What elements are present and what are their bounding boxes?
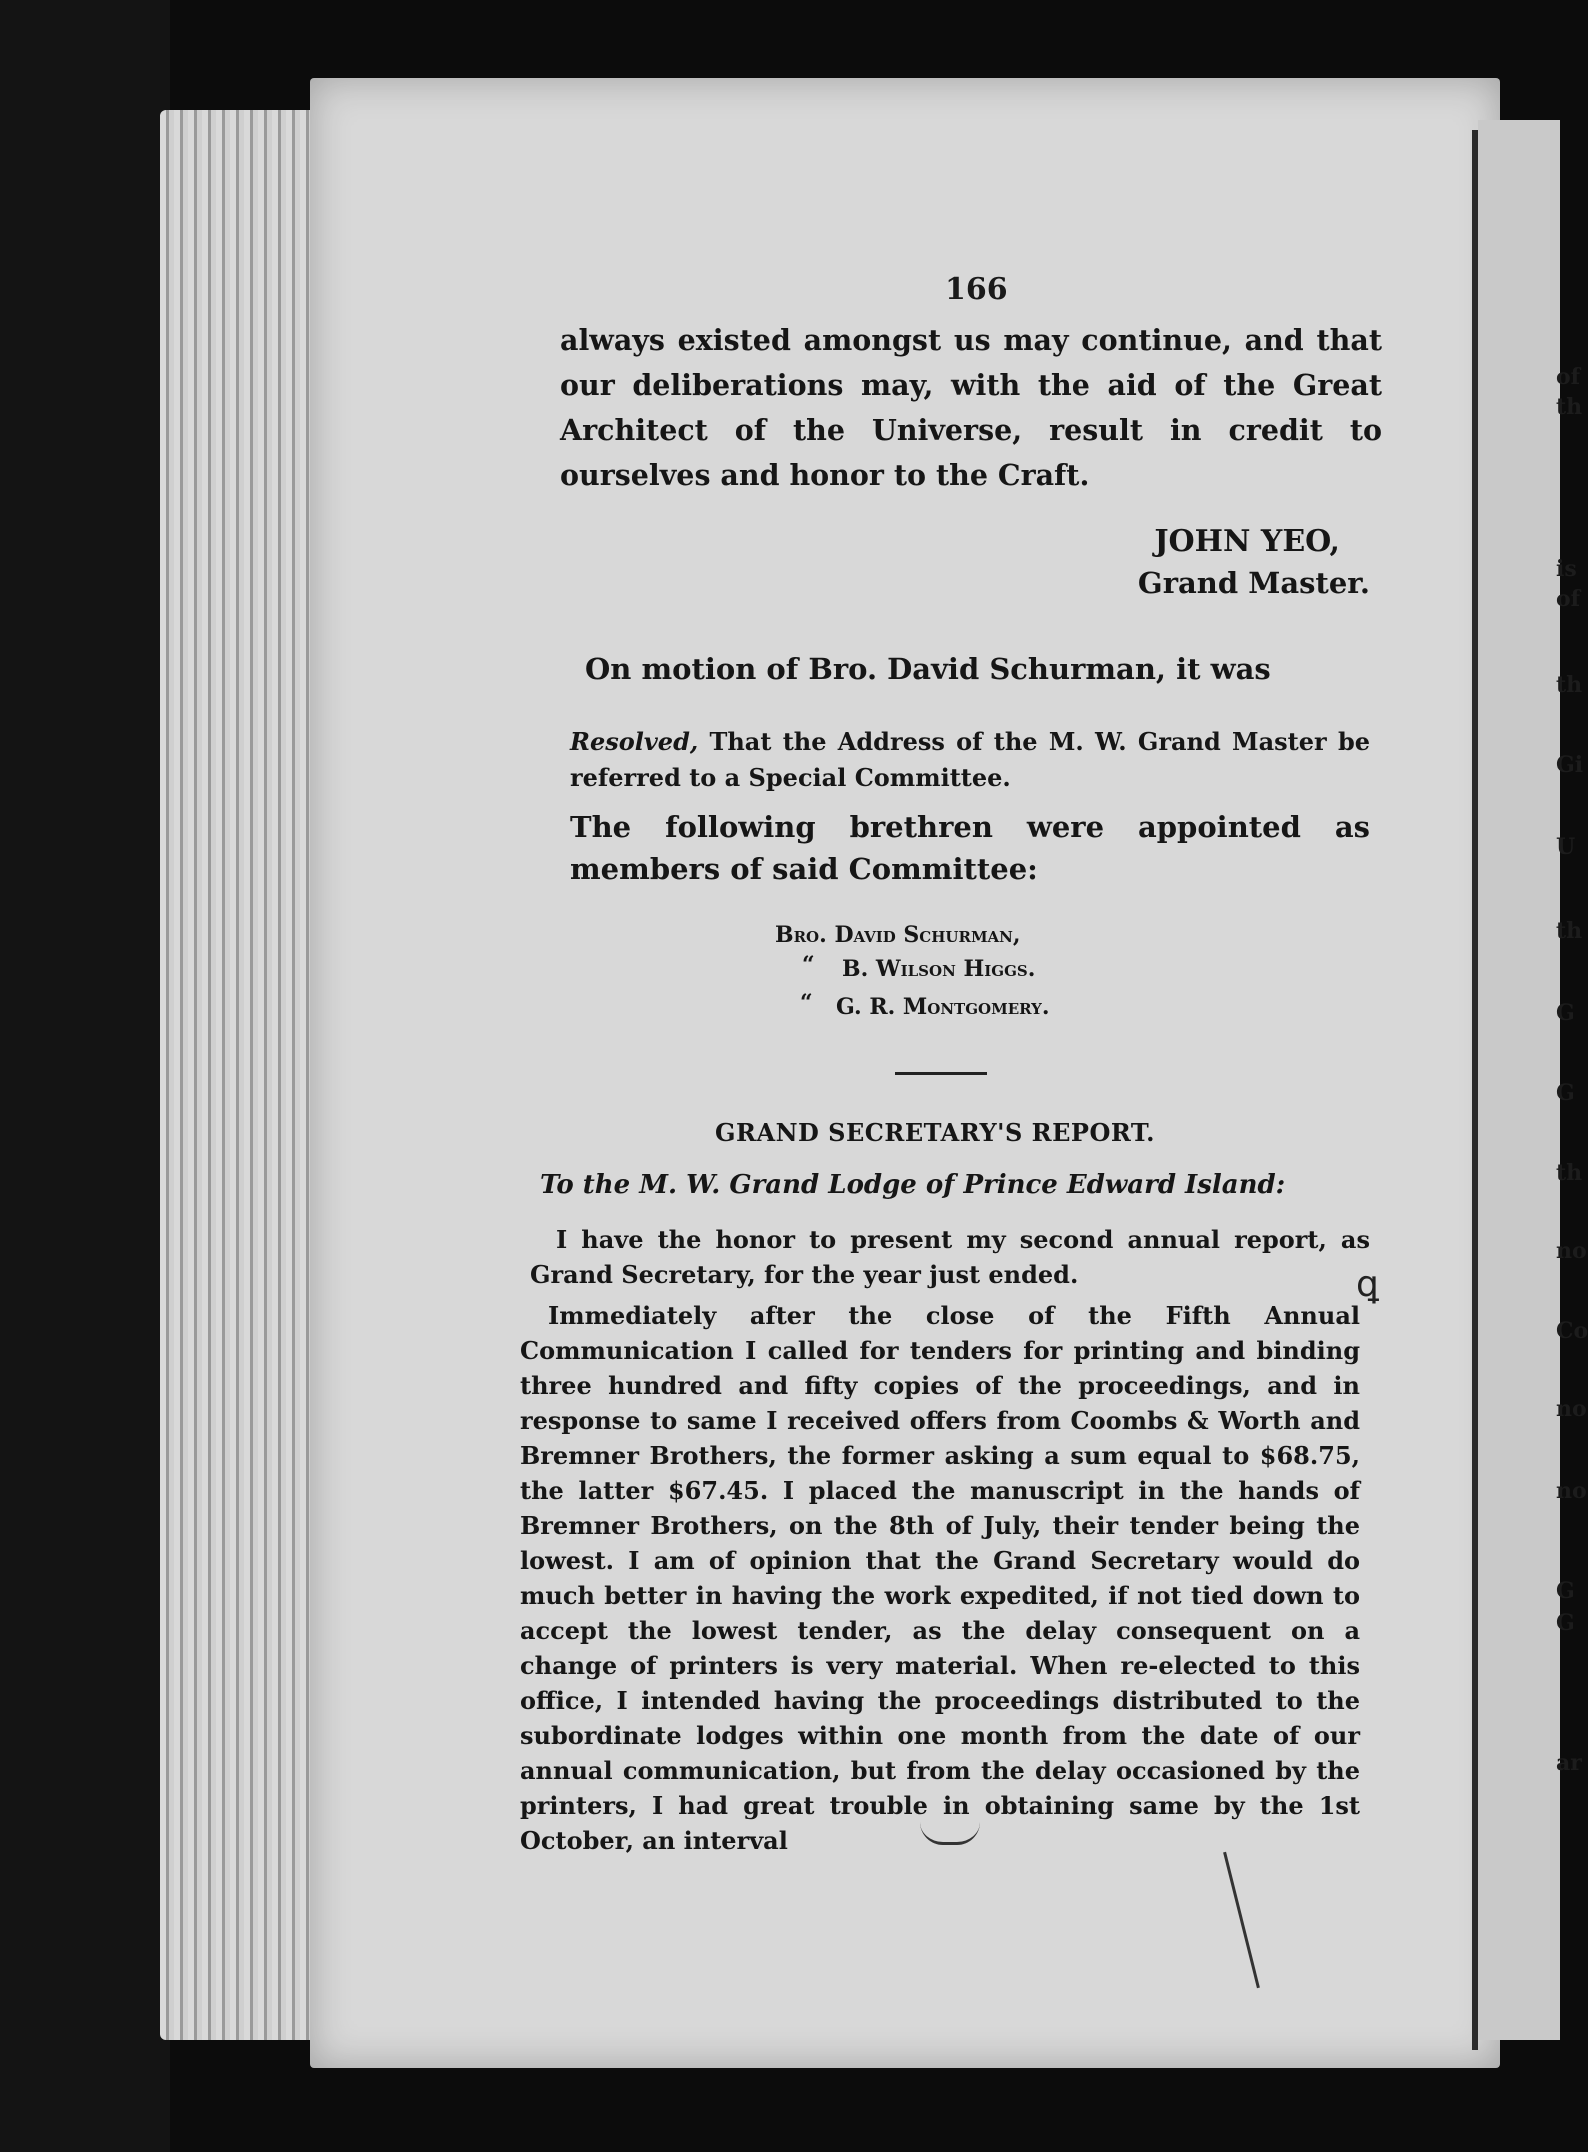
opening-paragraph: always existed amongst us may continue, and that our deliberations may, with the aid of the Great Architect of the Universe, result in credit to ourselves and honor to the Craft. [560, 323, 1382, 492]
committee-member: Bro. David Schurman, [775, 922, 1021, 948]
ditto-mark: “ [800, 990, 813, 1016]
ditto-mark: “ [802, 952, 815, 978]
facing-page-fragment: Co [1556, 1318, 1588, 1344]
report-paragraph: Immediately after the close of the Fifth Annual Communication I called for tenders for printing and binding three hundred and fifty copies of the proceedings, and in response to same I received offers from Coombs & Worth and Bremner Brothers, the former asking a sum equal to $68.75, the latter $67.45. I placed the manuscript in the hands of Bremner Brothers, on the 8th of July, their tender being the lowest. I am of opinion that the Grand Secretary would do much better in having the work expedited, if not tied down to accept the lowest tender, as the delay consequent on a change of printers is very material. When re-elected to this office, I intended having the proceedings distributed to the subordinate lodges within one month from the date of our annual communication, but from the delay occasioned by the printers, I had great trouble in obtaining same by the 1st October, an interval [520, 1301, 1360, 1855]
facing-page-fragment: th [1556, 1160, 1583, 1186]
resolved-text: That the Address of the M. W. Grand Master be referred to a Special Committee. [570, 727, 1370, 792]
scan-right-margin [1560, 0, 1584, 2152]
signature-title: Grand Master. [1137, 566, 1370, 600]
facing-page-fragment: th [1556, 918, 1583, 944]
facing-page-fragment: of [1556, 586, 1581, 612]
facing-page-fragment: th [1556, 672, 1583, 698]
facing-page-fragment: of [1556, 364, 1581, 390]
facing-page-fragment: G [1556, 1610, 1575, 1636]
committee-member: G. R. Montgomery. [836, 994, 1050, 1020]
resolution [570, 724, 1370, 796]
facing-page-fragment: th [1556, 394, 1583, 420]
facing-page-fragment: no [1556, 1478, 1587, 1504]
facing-page-fragment: Gi [1556, 752, 1584, 778]
scan-left-margin [0, 0, 170, 2152]
facing-page-fragment: G [1556, 1080, 1575, 1106]
section-divider [895, 1072, 987, 1075]
report-address: To the M. W. Grand Lodge of Prince Edward Island: [540, 1170, 1286, 1200]
book-gutter [1472, 130, 1478, 2050]
facing-page-fragment: no [1556, 1238, 1587, 1264]
report-heading: GRAND SECRETARY'S REPORT. [715, 1118, 1156, 1147]
facing-page-fragment: is [1556, 556, 1577, 582]
report-paragraph: I have the honor to present my second annual report, as Grand Secretary, for the year just ended. [530, 1225, 1370, 1289]
committee-member: B. Wilson Higgs. [842, 956, 1036, 982]
facing-page-fragment: U [1556, 834, 1576, 860]
resolved-label: Resolved, [570, 727, 699, 756]
committee-intro: The following brethren were appointed as members of said Committee: [570, 810, 1370, 886]
signature-name: JOHN YEO, [1154, 524, 1340, 559]
margin-pencil-mark: ꝗ [1356, 1264, 1379, 1305]
facing-page-fragment: G [1556, 1000, 1575, 1026]
page-number: 166 [945, 272, 1008, 307]
facing-page-fragment: no [1556, 1396, 1587, 1422]
motion-text: On motion of Bro. David Schurman, it was [585, 652, 1271, 686]
facing-page-fragment: ar [1556, 1750, 1582, 1776]
facing-page-fragment: G [1556, 1578, 1575, 1604]
